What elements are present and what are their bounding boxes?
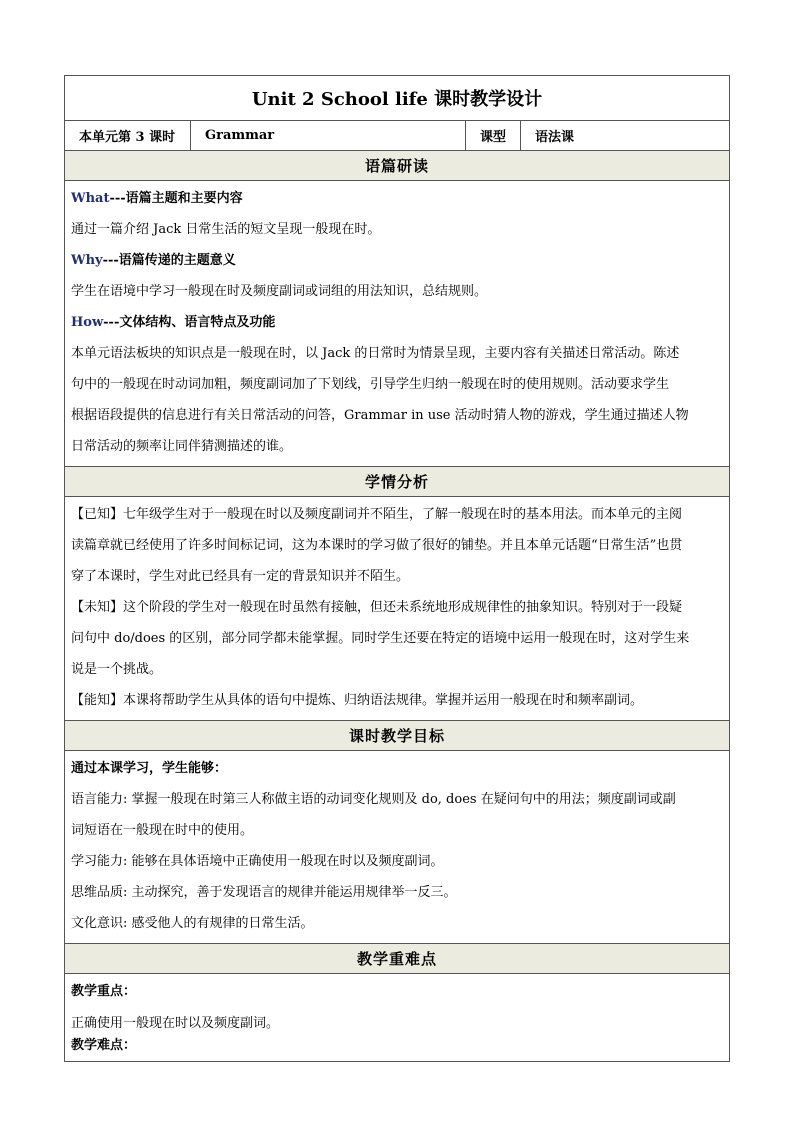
- what-text: 通过一篇介绍 Jack 日常生活的短文呈现一般现在时。: [71, 222, 381, 237]
- why-text: 学生在语境中学习一般现在时及频度副词或词组的用法知识，总结规则。: [71, 284, 488, 299]
- how-heading: [71, 307, 723, 338]
- how-text-line: 句中的一般现在时动词加粗，频度副词加了下划线，引导学生归纳一般现在时的使用规则。活动要求学生: [71, 377, 670, 392]
- section-heading-key-points: 教学重难点: [65, 943, 729, 973]
- objective-line: 词短语在一般现在时中的使用。: [71, 823, 254, 838]
- what-key: What: [71, 191, 110, 206]
- lesson-info-row: [65, 120, 729, 150]
- focus-label: 教学重点：: [71, 984, 137, 999]
- analysis-line: 问句中 do/does 的区别，部分同学都未能掌握。同时学生还要在特定的语境中运用一般现在时，这对学生来: [71, 631, 690, 646]
- analysis-line: 穿了本课时，学生对此已经具有一定的背景知识并不陌生。: [71, 569, 410, 584]
- why-heading: [71, 245, 723, 276]
- objective-line: 文化意识: 感受他人的有规律的日常生活。: [71, 916, 314, 931]
- focus-text: 正确使用一般现在时以及频度副词。: [71, 1016, 280, 1031]
- document-title: Unit 2 School life 课时教学设计: [251, 89, 543, 110]
- lesson-number-cell: 本单元第 3 课时: [79, 130, 176, 145]
- objectives-body: [65, 750, 729, 943]
- analysis-line: 【能知】本课将帮助学生从具体的语句中提炼、归纳语法规律。掌握并运用一般现在时和频率副词。: [71, 693, 644, 708]
- lesson-plan-table: [64, 75, 730, 1062]
- difficulty-label: 教学难点：: [71, 1038, 137, 1053]
- why-heading-text: ---语篇传递的主题意义: [102, 253, 236, 268]
- how-text-line: 根据语段提供的信息进行有关日常活动的问答，Grammar in use 活动时猜人物的游戏，学生通过描述人物: [71, 408, 689, 423]
- what-heading: [71, 183, 723, 214]
- how-heading-text: ---文体结构、语言特点及功能: [103, 315, 276, 330]
- key-points-body: [65, 973, 729, 1061]
- lesson-type-value: 语法课: [520, 121, 729, 150]
- lesson-type-label: 课型: [465, 121, 520, 150]
- analysis-line: 说是一个挑战。: [71, 662, 163, 677]
- section-heading-learner-analysis: 学情分析: [65, 466, 729, 496]
- text-study-body: [65, 180, 729, 466]
- analysis-line: 【未知】这个阶段的学生对一般现在时虽然有接触，但还未系统地形成规律性的抽象知识。特别对于一段疑: [71, 600, 683, 615]
- analysis-line: 【已知】七年级学生对于一般现在时以及频度副词并不陌生，了解一般现在时的基本用法。而本单元的主阅: [71, 507, 683, 522]
- what-heading-text: ---语篇主题和主要内容: [109, 191, 243, 206]
- learner-analysis-body: [65, 496, 729, 720]
- objective-line: 学习能力: 能够在具体语境中正确使用一般现在时以及频度副词。: [71, 854, 444, 869]
- section-heading-objectives: 课时教学目标: [65, 720, 729, 750]
- how-text-line: 本单元语法板块的知识点是一般现在时，以 Jack 的日常时为情景呈现，主要内容有关描述日常活动。陈述: [71, 346, 680, 361]
- lesson-name-cell: Grammar: [190, 121, 465, 150]
- analysis-line: 读篇章就已经使用了许多时间标记词，这为本课时的学习做了很好的铺垫。并且本单元话题“日常生活”也贯: [71, 538, 683, 553]
- how-key: How: [71, 315, 104, 330]
- how-text-line: 日常活动的频率让同伴猜测描述的谁。: [71, 439, 293, 454]
- objectives-intro: 通过本课学习，学生能够：: [71, 761, 228, 776]
- why-key: Why: [71, 253, 103, 268]
- objective-line: 思维品质: 主动探究，善于发现语言的规律并能运用规律举一反三。: [71, 885, 457, 900]
- objective-line: 语言能力: 掌握一般现在时第三人称做主语的动词变化规则及 do, does 在疑问句中的用法；频度副词或副: [71, 792, 676, 807]
- section-heading-text-study: 语篇研读: [65, 150, 729, 180]
